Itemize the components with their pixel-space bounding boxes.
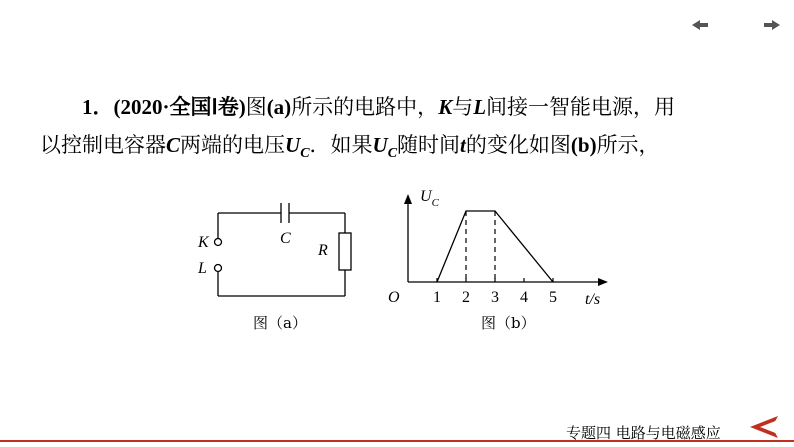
question-source: (2020·全国Ⅰ卷) [113, 95, 246, 119]
tick-label-1: 1 [433, 289, 441, 306]
question-text-f: 两端的电压 [180, 133, 286, 157]
tick-labels [433, 289, 557, 306]
caption-b: 图（b） [481, 314, 536, 332]
x-axis-label: t/s [585, 291, 601, 308]
y-axis-label-main: U [420, 188, 432, 205]
y-axis-label-sub: C [431, 197, 439, 209]
y-axis-arrow [404, 194, 412, 204]
figure-b-ref: (b) [570, 133, 597, 157]
question-text-d: 间接一智能电源，用 [486, 95, 676, 119]
resistor [339, 233, 351, 270]
question-text-h: 随时间 [397, 133, 461, 157]
y-axis-label [420, 188, 440, 209]
var-t: t [460, 133, 466, 157]
footer-chapter-title: 专题四 电路与电磁感应 [566, 424, 721, 442]
label-k: K [198, 234, 209, 251]
question-text-c: 与 [452, 95, 474, 119]
tick-label-5: 5 [549, 289, 557, 306]
question-text-i: 的变化如图 [465, 133, 571, 157]
question-number: 1． [82, 95, 114, 119]
tick-label-4: 4 [520, 289, 528, 306]
terminal-l [215, 265, 222, 272]
question-text-e: 以控制电容器 [40, 133, 166, 157]
chevron-left-icon[interactable] [748, 414, 784, 440]
tick-label-3: 3 [491, 289, 499, 306]
caption-a: 图（a） [253, 314, 307, 332]
question-text-a: 图 [245, 95, 267, 119]
var-c: C [166, 133, 181, 157]
question-text-j: 所示， [596, 133, 660, 157]
var-u2-sub: C [387, 146, 398, 162]
var-l: L [473, 95, 487, 119]
terminal-k [215, 239, 222, 246]
circuit-diagram [215, 203, 352, 296]
question-text-b: 所示的电路中， [291, 95, 439, 119]
var-u2: U [372, 133, 388, 157]
origin-label: O [388, 289, 400, 306]
var-u: U [285, 133, 301, 157]
figure-a-ref: (a) [266, 95, 292, 119]
guide-lines [466, 211, 495, 282]
label-l: L [198, 260, 207, 277]
label-r: R [318, 242, 328, 259]
tick-label-2: 2 [462, 289, 470, 306]
question-text-g: ．如果 [309, 133, 373, 157]
var-k: K [438, 95, 453, 119]
x-axis-arrow [598, 278, 608, 286]
var-u-sub: C [300, 146, 310, 162]
label-c: C [280, 230, 291, 247]
